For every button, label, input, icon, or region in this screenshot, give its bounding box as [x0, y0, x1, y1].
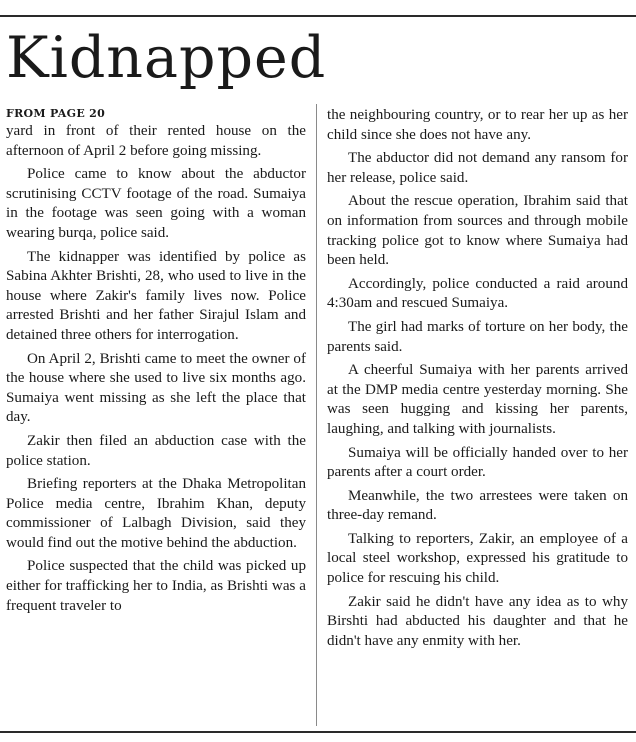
paragraph: Accordingly, police conducted a raid around 4:30am and rescued Sumaiya. — [327, 275, 628, 312]
headline: Kidnapped — [6, 25, 327, 91]
bottom-rule — [0, 731, 636, 733]
paragraph: The kidnapper was identified by police as Sabina Akhter Brishti, 28, who used to live in the house where Zakir's family lives now. Police arrested Brishti and her father Sirajul Islam and detained three others for interrogation. — [6, 248, 306, 343]
paragraph: On April 2, Brishti came to meet the owner of the house where she used to live six months ago. Sumaiya went missing as she left the place that day. — [6, 350, 306, 426]
paragraph: the neighbouring country, or to rear her up as her child since she does not have any. — [327, 107, 628, 143]
paragraph: Zakir said he didn't have any idea as to why Birshti had abducted his daughter and that he didn't have any enmity with her. — [327, 593, 628, 649]
paragraph: yard in front of their rented house on the afternoon of April 2 before going missing. — [6, 123, 306, 159]
paragraph: A cheerful Sumaiya with her parents arrived at the DMP media centre yesterday morning. She was seen hugging and kissing her parents, laughing, and talking with journalists. — [327, 362, 628, 437]
paragraph: Sumaiya will be officially handed over to her parents after a court order. — [327, 444, 628, 481]
paragraph: Talking to reporters, Zakir, an employee of a local steel workshop, expressed his gratitude to police for rescuing his child. — [327, 530, 628, 587]
paragraph: The abductor did not demand any ransom for her release, police said. — [327, 150, 628, 186]
column-divider — [316, 104, 317, 726]
top-rule — [0, 15, 636, 17]
paragraph: Briefing reporters at the Dhaka Metropolitan Police media centre, Ibrahim Khan, deputy commissioner of Lalbagh Division, said they would find out the motive behind the abduction. — [6, 476, 306, 551]
paragraph: Police came to know about the abductor scrutinising CCTV footage of the road. Sumaiya in the footage was seen going with a woman wearing burqa, police said. — [6, 166, 306, 241]
paragraph: About the rescue operation, Ibrahim said that on information from sources and through mobile tracking police got to know where Sumaiya had been held. — [327, 193, 628, 269]
paragraph: Police suspected that the child was picked up either for trafficking her to India, as Brishti was a frequent traveler to — [6, 558, 306, 614]
jump-label: FROM PAGE 20 — [6, 107, 106, 120]
paragraph: Meanwhile, the two arrestees were taken on three-day remand. — [327, 487, 628, 524]
article-column-right — [327, 106, 628, 655]
paragraph: Zakir then filed an abduction case with the police station. — [6, 432, 306, 469]
article-column-left — [6, 106, 306, 620]
paragraph: The girl had marks of torture on her body, the parents said. — [327, 318, 628, 355]
